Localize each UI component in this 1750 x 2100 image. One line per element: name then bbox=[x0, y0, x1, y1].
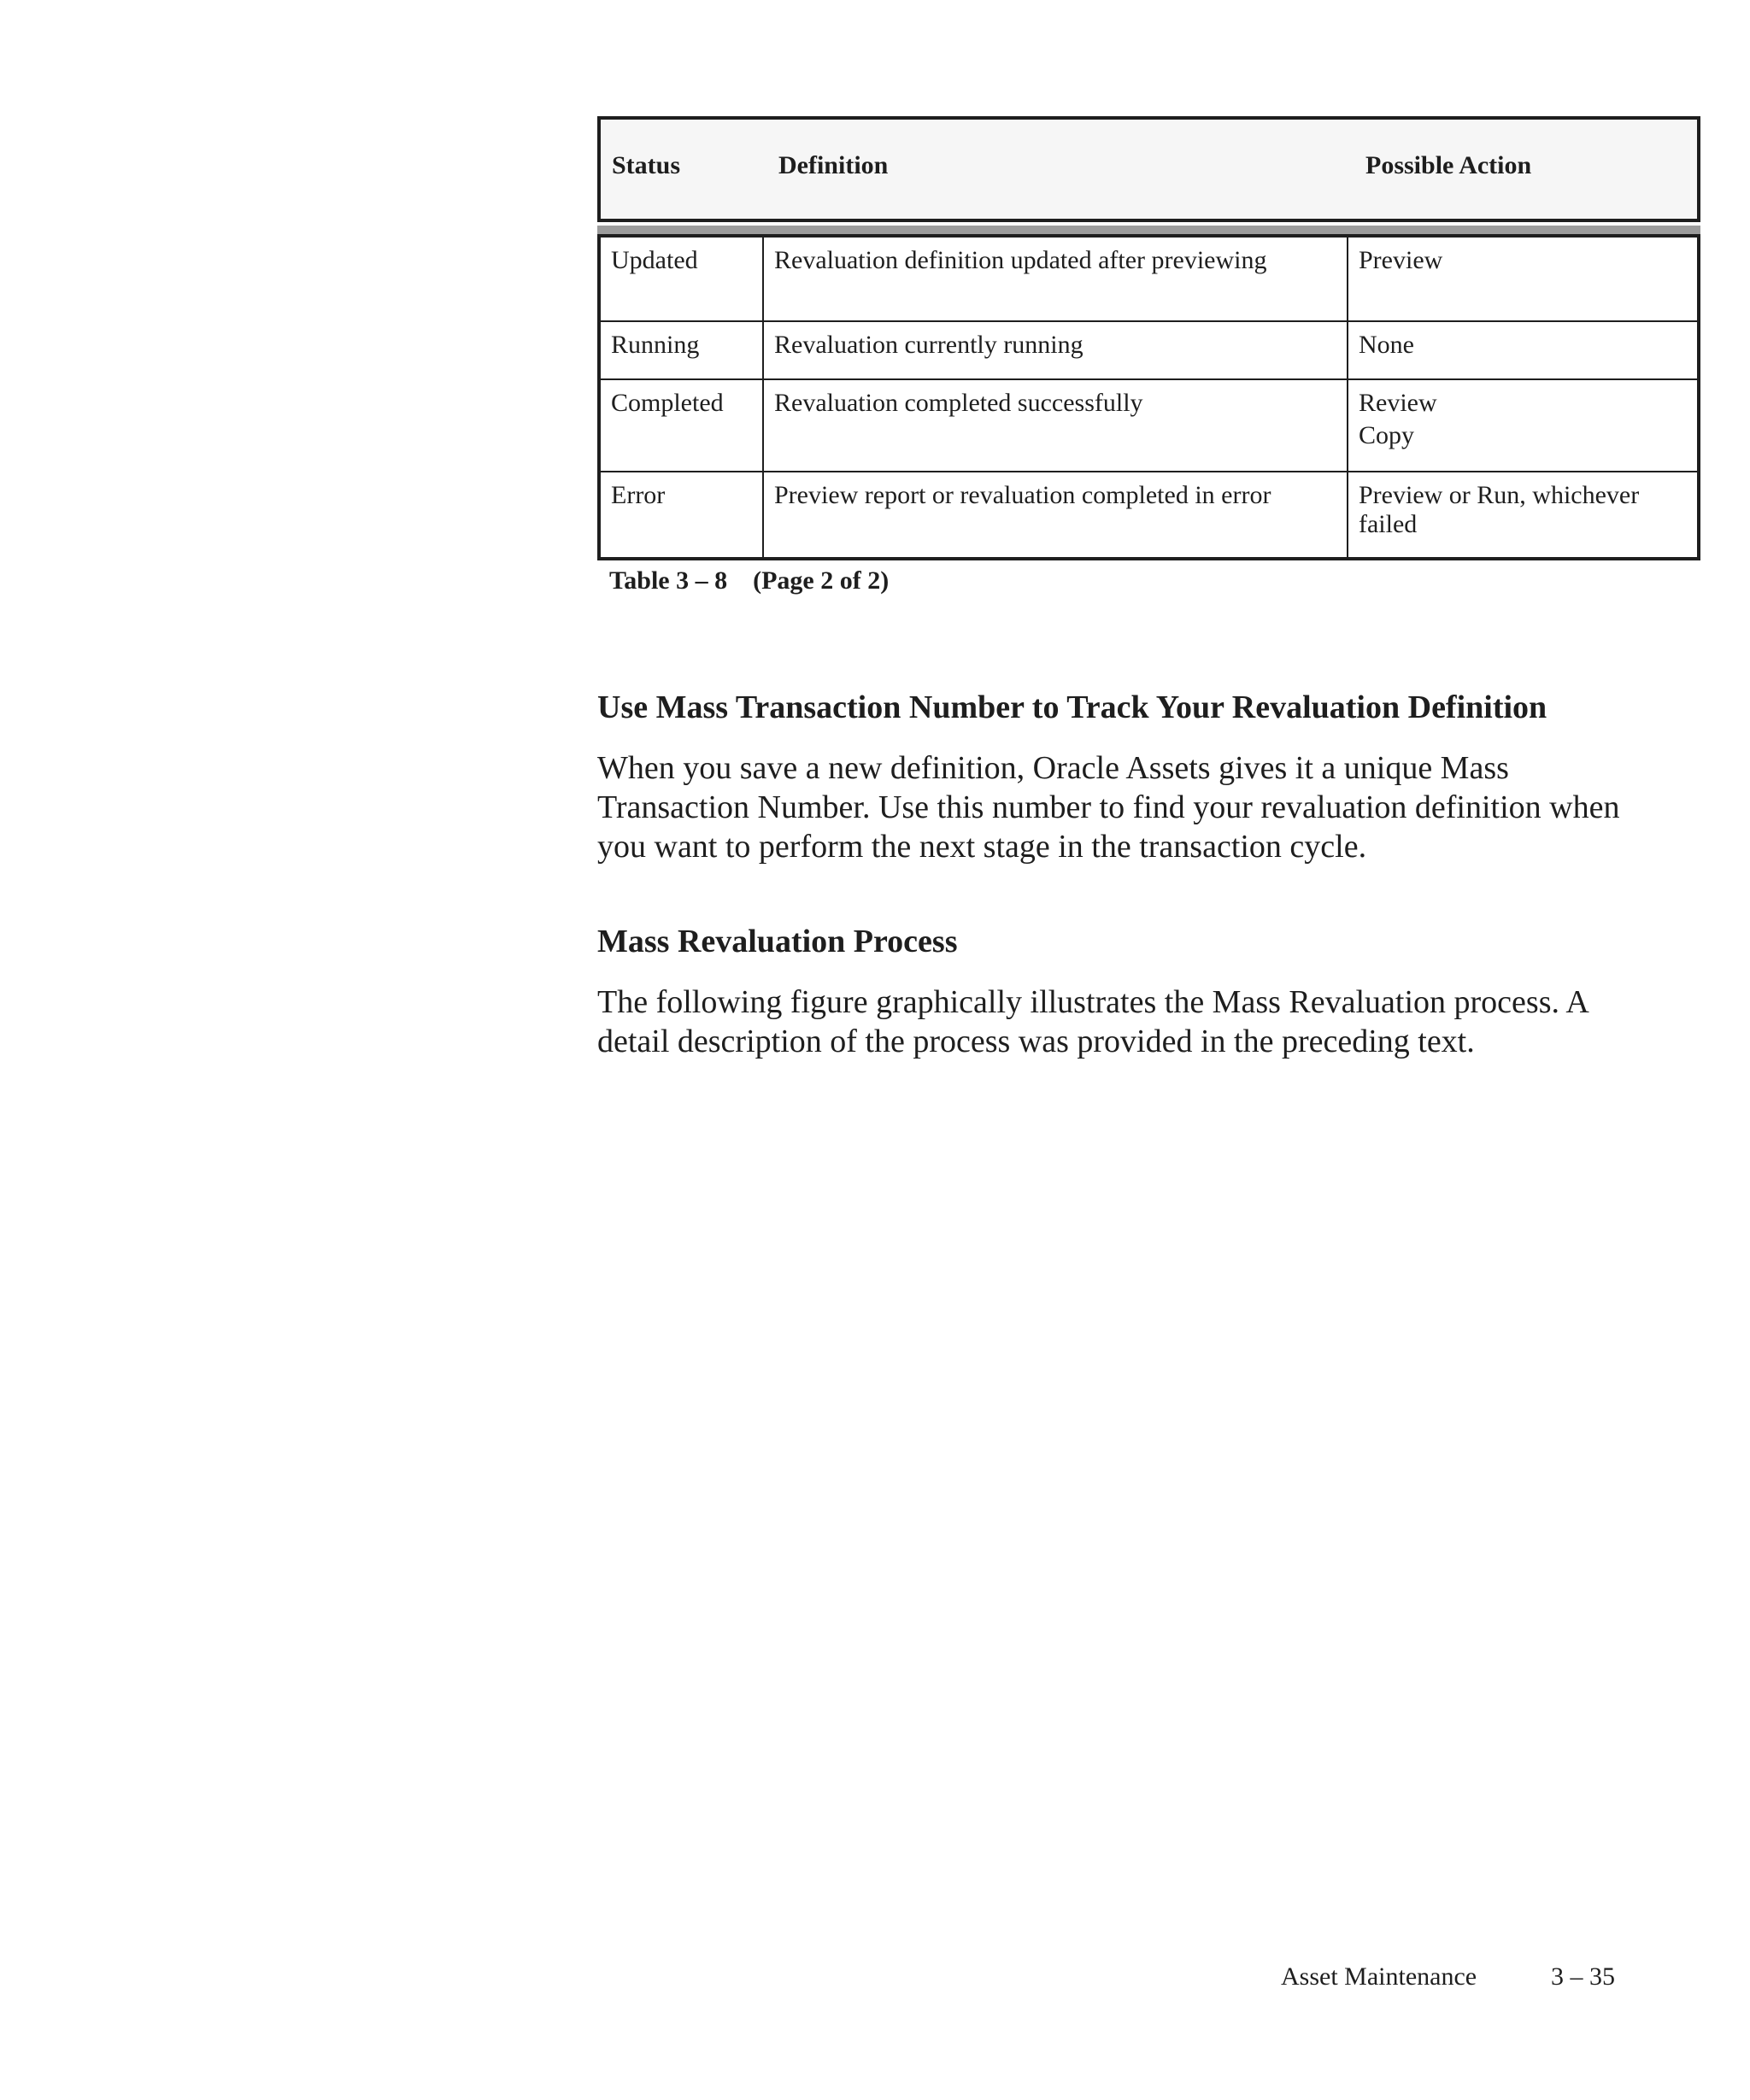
cell-action bbox=[1348, 472, 1697, 557]
cell-action bbox=[1348, 236, 1697, 321]
cell-definition: Revaluation definition updated after previewing bbox=[763, 236, 1348, 321]
cell-action bbox=[1348, 321, 1697, 379]
action-item: Copy bbox=[1359, 421, 1415, 449]
section-heading: Use Mass Transaction Number to Track Your Revaluation Definition bbox=[597, 689, 1547, 725]
cell-action bbox=[1348, 379, 1697, 472]
header-possible-action: Possible Action bbox=[1365, 151, 1532, 179]
table-row bbox=[601, 379, 1697, 472]
action-item: Preview bbox=[1359, 246, 1443, 274]
cell-status: Error bbox=[601, 472, 763, 557]
action-item: Review bbox=[1359, 389, 1437, 417]
table-caption: Table 3 – 8 (Page 2 of 2) bbox=[609, 566, 890, 595]
cell-definition: Revaluation currently running bbox=[763, 321, 1348, 379]
cell-status: Running bbox=[601, 321, 763, 379]
table-body bbox=[597, 234, 1700, 560]
header-divider bbox=[597, 226, 1700, 234]
section-heading: Mass Revaluation Process bbox=[597, 924, 958, 959]
body-paragraph: When you save a new definition, Oracle Assets gives it a unique Mass Transaction Number. Use this number to find your revaluation definition when you want to perform the next stage in the transaction cycle. bbox=[597, 750, 1620, 865]
footer-chapter-title: Asset Maintenance bbox=[1281, 1962, 1477, 1991]
action-item: Preview or Run, whichever failed bbox=[1359, 481, 1640, 538]
header-definition: Definition bbox=[778, 151, 889, 179]
table-row bbox=[601, 472, 1697, 557]
cell-status: Completed bbox=[601, 379, 763, 472]
body-paragraph: The following figure graphically illustrates the Mass Revaluation process. A detail description of the process was provided in the preceding text. bbox=[597, 984, 1588, 1059]
cell-definition: Revaluation completed successfully bbox=[763, 379, 1348, 472]
header-status: Status bbox=[612, 151, 681, 179]
table-row bbox=[601, 321, 1697, 379]
table-row bbox=[601, 236, 1697, 321]
cell-status: Updated bbox=[601, 236, 763, 321]
cell-definition: Preview report or revaluation completed in error bbox=[763, 472, 1348, 557]
footer-page-number: 3 – 35 bbox=[1551, 1962, 1615, 1991]
action-item: None bbox=[1359, 331, 1414, 359]
table-header bbox=[597, 116, 1700, 222]
status-table bbox=[597, 116, 1700, 560]
